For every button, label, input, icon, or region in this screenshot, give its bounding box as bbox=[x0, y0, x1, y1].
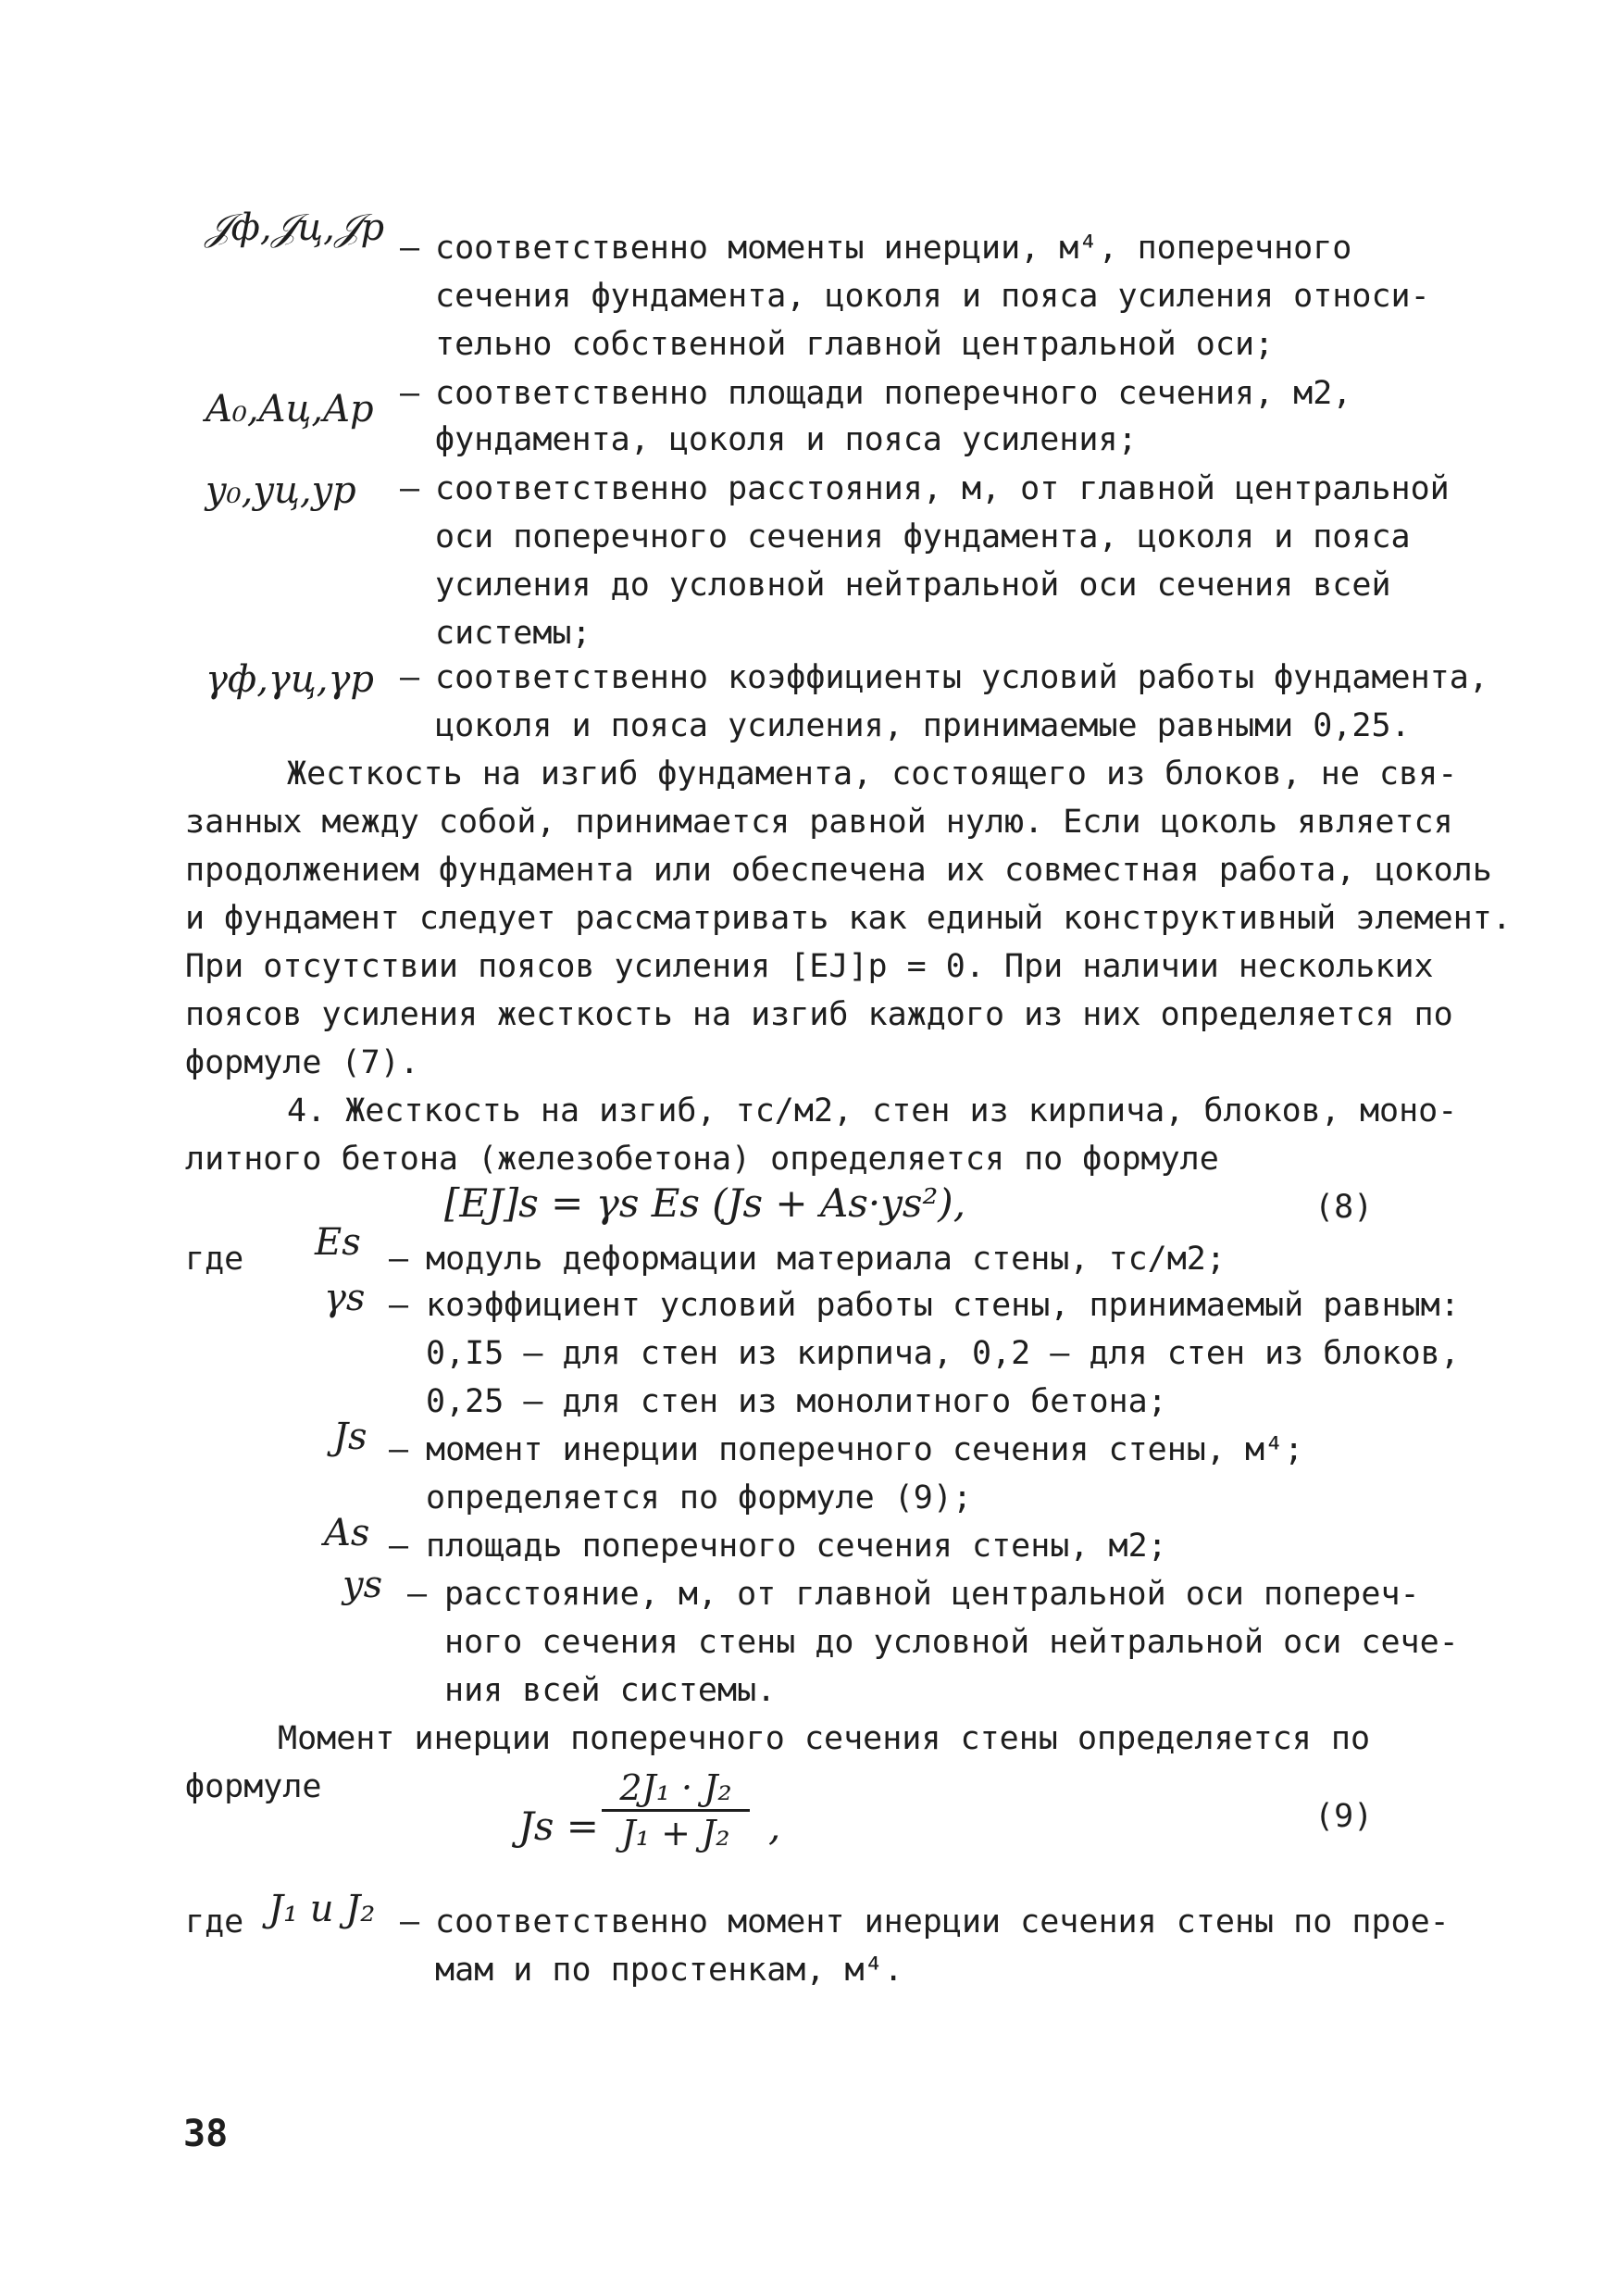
symbol-j-f-c-p: 𝒥ф,𝒥ц,𝒥p bbox=[205, 206, 385, 249]
where-label: где bbox=[185, 1903, 244, 1940]
paragraph-line: Момент инерции поперечного сечения стены определяется по bbox=[278, 1720, 1371, 1757]
page-number: 38 bbox=[183, 2113, 229, 2155]
def-line: мам и по простенкам, м⁴. bbox=[435, 1952, 903, 1989]
def-line: площадь поперечного сечения стены, м2; bbox=[426, 1528, 1167, 1565]
def-line: момент инерции поперечного сечения стены, м⁴; bbox=[426, 1431, 1304, 1468]
def-line: соответственно расстояния, м, от главной центральной bbox=[435, 470, 1450, 507]
def-line: цоколя и пояса усиления, принимаемые равными 0,25. bbox=[435, 707, 1411, 744]
symbol-j1-j2: J₁ и J₂ bbox=[268, 1888, 376, 1930]
def-line: системы; bbox=[435, 615, 592, 652]
paragraph-line: формуле bbox=[185, 1768, 322, 1805]
formula-9-fraction bbox=[602, 1768, 750, 1853]
def-line: 0,25 – для стен из монолитного бетона; bbox=[426, 1383, 1167, 1420]
def-line: соответственно площади поперечного сечения, м2, bbox=[435, 375, 1352, 412]
paragraph-line: и фундамент следует рассматривать как единый конструктивный элемент. bbox=[185, 900, 1512, 937]
dash: – bbox=[400, 230, 420, 267]
paragraph-line: продолжением фундамента или обеспечена их совместная работа, цоколь bbox=[185, 852, 1492, 889]
paragraph-line: поясов усиления жесткость на изгиб каждого из них определяется по bbox=[185, 996, 1453, 1033]
dash: – bbox=[389, 1528, 409, 1565]
def-line: соответственно момент инерции сечения стены по прое- bbox=[435, 1903, 1450, 1940]
dash: – bbox=[389, 1287, 409, 1324]
paragraph-line: Жесткость на изгиб фундамента, состоящего из блоков, не свя- bbox=[287, 755, 1458, 792]
def-line: тельно собственной главной центральной оси; bbox=[435, 326, 1275, 363]
dash: – bbox=[389, 1241, 409, 1278]
symbol-as: As bbox=[324, 1512, 370, 1554]
dash: – bbox=[400, 375, 420, 412]
def-line: сечения фундамента, цоколя и пояса усиления относи- bbox=[435, 278, 1430, 315]
paragraph-line: занных между собой, принимается равной нулю. Если цоколь является bbox=[185, 804, 1453, 841]
formula-8: [EJ]s = γs Es (Js + As·ys²), bbox=[444, 1180, 966, 1226]
def-line: расстояние, м, от главной центральной оси попереч- bbox=[444, 1576, 1420, 1613]
dash: – bbox=[389, 1431, 409, 1468]
def-line: определяется по формуле (9); bbox=[426, 1479, 973, 1516]
formula-8-number: (8) bbox=[1314, 1189, 1374, 1226]
def-line: ного сечения стены до условной нейтральной оси сече- bbox=[444, 1624, 1459, 1661]
def-line: усиления до условной нейтральной оси сечения всей bbox=[435, 567, 1391, 604]
fraction-bar bbox=[602, 1809, 750, 1812]
symbol-gamma-f-c-p: γф,γц,γp bbox=[205, 658, 374, 701]
formula-9-number: (9) bbox=[1314, 1798, 1374, 1835]
def-line: соответственно моменты инерции, м⁴, поперечного bbox=[435, 230, 1352, 267]
paragraph-line: литного бетона (железобетона) определяется по формуле bbox=[185, 1141, 1219, 1178]
paragraph-line: формуле (7). bbox=[185, 1044, 419, 1081]
formula-9-denominator: J₁ + J₂ bbox=[621, 1813, 730, 1853]
dash: – bbox=[400, 470, 420, 507]
paragraph-line: При отсутствии поясов усиления [EJ]p = 0. При наличии нескольких bbox=[185, 948, 1434, 985]
symbol-y-0-c-p: y₀,yц,yp bbox=[205, 469, 356, 512]
dash: – bbox=[400, 659, 420, 696]
where-label: где bbox=[185, 1241, 244, 1278]
formula-9-lhs: Js = bbox=[518, 1803, 599, 1849]
symbol-a-0-c-p: A₀,Aц,Ap bbox=[205, 388, 374, 430]
def-line: оси поперечного сечения фундамента, цоколя и пояса bbox=[435, 518, 1411, 555]
def-line: ния всей системы. bbox=[444, 1672, 777, 1709]
symbol-js: Js bbox=[333, 1416, 367, 1458]
symbol-es: Es bbox=[315, 1221, 361, 1264]
symbol-gamma-s: γs bbox=[324, 1277, 366, 1319]
formula-9-numerator: 2J₁ · J₂ bbox=[619, 1767, 732, 1808]
def-line: 0,I5 – для стен из кирпича, 0,2 – для стен из блоков, bbox=[426, 1335, 1460, 1372]
formula-9-comma: , bbox=[768, 1803, 781, 1849]
dash: – bbox=[400, 1903, 420, 1940]
def-line: соответственно коэффициенты условий работы фундамента, bbox=[435, 659, 1488, 696]
def-line: коэффициент условий работы стены, принимаемый равным: bbox=[426, 1287, 1460, 1324]
symbol-ys: ys bbox=[342, 1564, 383, 1606]
dash: – bbox=[407, 1576, 428, 1613]
def-line: модуль деформации материала стены, тс/м2; bbox=[426, 1241, 1226, 1278]
def-line: фундамента, цоколя и пояса усиления; bbox=[435, 421, 1138, 458]
paragraph-line: 4. Жесткость на изгиб, тс/м2, стен из кирпича, блоков, моно- bbox=[287, 1092, 1458, 1129]
